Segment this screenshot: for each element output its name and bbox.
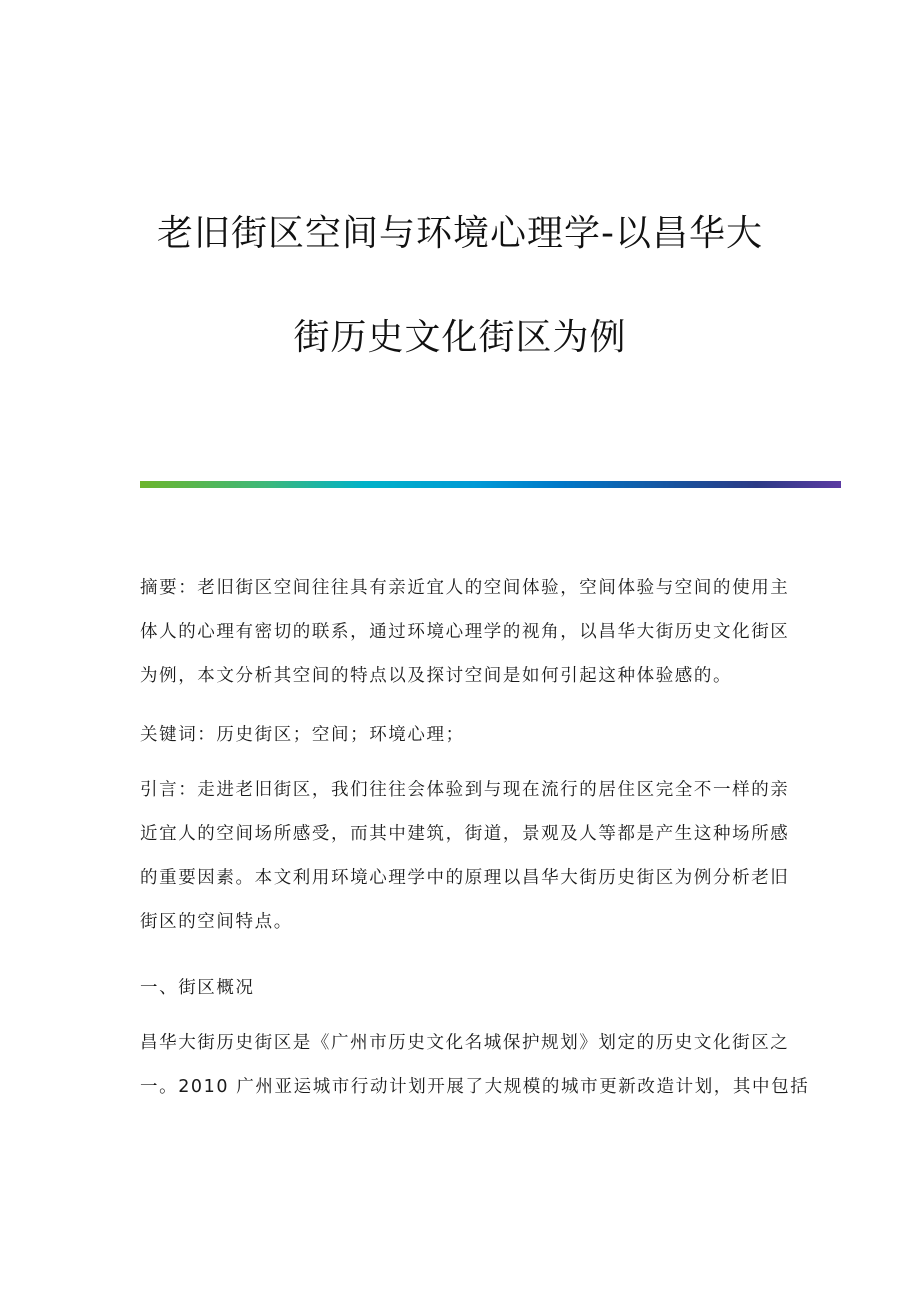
section-1-line: 昌华大街历史街区是《广州市历史文化名城保护规划》划定的历史文化街区之 — [140, 1033, 790, 1053]
introduction-line: 街区的空间特点。 — [140, 912, 293, 932]
abstract-line: 为例，本文分析其空间的特点以及探讨空间是如何引起这种体验感的。 — [140, 666, 733, 686]
title-line-1: 老旧街区空间与环境心理学-以昌华大 — [157, 213, 763, 254]
section-heading — [140, 966, 780, 1010]
section-1-heading: 一、街区概况 — [140, 978, 255, 998]
introduction-line: 的重要因素。本文利用环境心理学中的原理以昌华大街历史街区为例分析老旧 — [140, 868, 790, 888]
section-1-paragraph — [140, 1021, 810, 1109]
abstract-paragraph — [140, 566, 790, 698]
keywords-paragraph — [140, 713, 780, 757]
abstract-line: 体人的心理有密切的联系，通过环境心理学的视角，以昌华大街历史文化街区 — [140, 622, 790, 642]
title-line-2: 街历史文化街区为例 — [293, 317, 627, 358]
introduction-line: 近宜人的空间场所感受，而其中建筑，街道，景观及人等都是产生这种场所感 — [140, 824, 790, 844]
abstract-line: 摘要：老旧街区空间往往具有亲近宜人的空间体验，空间体验与空间的使用主 — [140, 578, 790, 598]
introduction-paragraph — [140, 768, 790, 944]
keywords-line: 关键词：历史街区；空间；环境心理； — [140, 725, 465, 745]
gradient-divider — [140, 481, 841, 488]
introduction-line: 引言：走进老旧街区，我们往往会体验到与现在流行的居住区完全不一样的亲 — [140, 780, 790, 800]
section-1-line: 一。2010 广州亚运城市行动计划开展了大规模的城市更新改造计划，其中包括 — [140, 1077, 810, 1097]
